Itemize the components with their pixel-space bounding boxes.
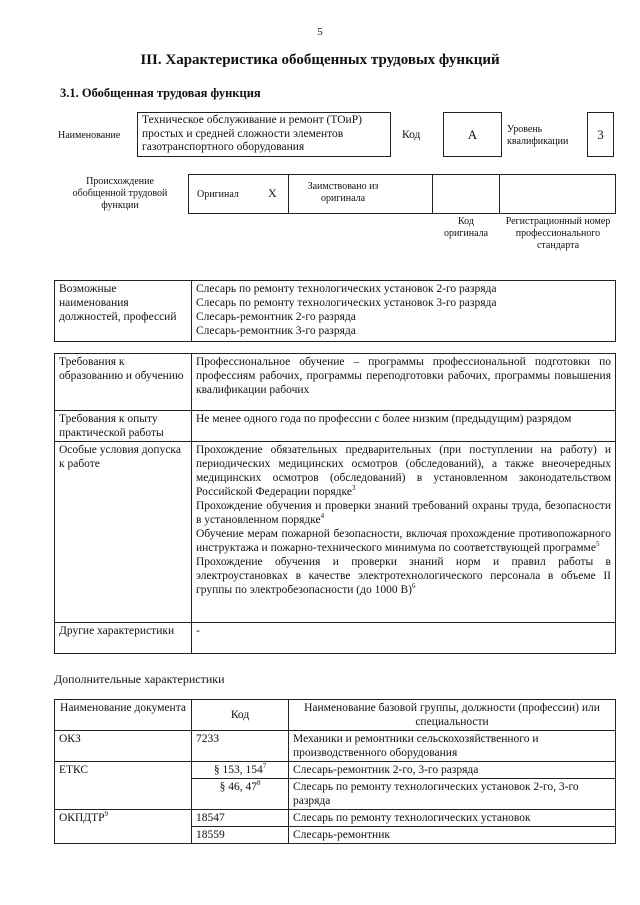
original-label: Оригинал xyxy=(197,189,239,200)
position-item: Слесарь по ремонту технологических установок 3-го разряда xyxy=(196,297,497,309)
position-item: Слесарь-ремонтник 3-го разряда xyxy=(196,325,356,337)
name-label: Наименование xyxy=(58,130,121,141)
code-value: А xyxy=(443,112,502,157)
footnote-ref: 7 xyxy=(262,762,267,771)
footnote-ref: 4 xyxy=(320,512,325,521)
table-row xyxy=(55,810,616,827)
position-item: Слесарь по ремонту технологических установок 2-го разряда xyxy=(196,283,497,295)
origin-table xyxy=(188,174,616,214)
level-value: 3 xyxy=(587,112,614,157)
function-name-box xyxy=(137,112,391,157)
etks-code-2: § 46, $47^8$ xyxy=(192,779,289,810)
etks-code-1: § 153, $154^7$ xyxy=(192,762,289,779)
table-row xyxy=(55,731,616,762)
origin-cell-borrowed xyxy=(288,174,433,214)
original-mark: X xyxy=(268,186,277,200)
footnote-ref: 8 xyxy=(256,779,261,788)
header-doc: Наименование документа xyxy=(55,700,192,731)
origin-cell-original xyxy=(188,174,289,214)
positions-list xyxy=(192,281,616,342)
table-row xyxy=(55,762,616,779)
origin-label: Происхождение обобщенной трудовой функции xyxy=(72,176,168,211)
special-item: Прохождение обязательных предварительных (при поступлении на работу) и периодических медицинских осмотров (обследований), а также внеочередных медицинских осмотров (обследований) в установленном законодательством Российской Федерации порядке$^3$ xyxy=(196,444,611,498)
okz-doc: ОКЗ xyxy=(55,731,192,762)
okpdtr-name-2: Слесарь-ремонтник xyxy=(289,827,616,844)
header-name: Наименование базовой группы, должности (профессии) или специальности xyxy=(289,700,616,731)
code-label: Код xyxy=(402,129,421,141)
reg-number-label: Регистрационный номер профессионального стандарта xyxy=(505,216,611,251)
footnote-ref: 5 xyxy=(595,540,600,549)
education-label: Требования к образованию и обучению xyxy=(55,354,192,411)
section-title: III. Характеристика обобщенных трудовых функций xyxy=(140,52,500,68)
special-label: Особые условия допуска к работе xyxy=(55,442,192,623)
other-label: Другие характеристики xyxy=(55,623,192,654)
page-number: 5 xyxy=(317,26,323,38)
special-item: Прохождение обучения и проверки знаний норм и правил работы в электроустановках в качестве электротехнологического персонала в объеме II группы по электробезопасности (до 1000 В)$^6$ xyxy=(196,556,611,596)
footnote-ref: 6 xyxy=(412,582,416,591)
position-item: Слесарь-ремонтник 2-го разряда xyxy=(196,311,356,323)
additional-table xyxy=(54,699,616,844)
special-item: Обучение мерам пожарной безопасности, включая прохождение противопожарного инструктажа и пожарно-технического минимума по соответствующей программе$^5$ xyxy=(196,528,611,554)
etks-name-2: Слесарь по ремонту технологических установок 2-го, 3-го разряда xyxy=(289,779,616,810)
etks-name-1: Слесарь-ремонтник 2-го, 3-го разряда xyxy=(289,762,616,779)
okz-code: 7233 xyxy=(192,731,289,762)
code-original-label: Код оригинала xyxy=(443,216,489,239)
sub-title: 3.1. Обобщенная трудовая функция xyxy=(60,86,261,100)
okpdtr-name-1: Слесарь по ремонту технологических установок xyxy=(289,810,616,827)
special-conditions xyxy=(192,442,616,623)
education-value: Профессиональное обучение – программы профессиональной подготовки по профессиям рабочих, программы переподготовки рабочих, программы повышения квалификации рабочих xyxy=(192,354,616,411)
positions-table xyxy=(54,280,616,342)
special-item: Прохождение обучения и проверки знаний требований охраны труда, безопасности в установленном порядке$^4$ xyxy=(196,500,611,526)
experience-label: Требования к опыту практической работы xyxy=(55,411,192,442)
okz-name: Механики и ремонтники сельскохозяйственного и производственного оборудования xyxy=(289,731,616,762)
positions-label: Возможные наименования должностей, профессий xyxy=(55,281,192,342)
other-value: - xyxy=(192,623,616,654)
level-label: Уровень квалификации xyxy=(507,124,569,147)
borrowed-label: Заимствовано из оригинала xyxy=(307,181,379,204)
okpdtr-code-2: 18559 xyxy=(192,827,289,844)
etks-doc: ЕТКС xyxy=(55,762,192,810)
footnote-ref: 9 xyxy=(104,810,109,819)
footnote-ref: 3 xyxy=(351,484,356,493)
origin-cell-reg xyxy=(499,174,616,214)
header-code: Код xyxy=(192,700,289,731)
additional-title: Дополнительные характеристики xyxy=(54,672,225,686)
experience-value: Не менее одного года по профессии с более низким (предыдущим) разрядом xyxy=(192,411,616,442)
requirements-table xyxy=(54,353,616,654)
okpdtr-doc: ОКПДТР$^9$ xyxy=(55,810,192,844)
okpdtr-code-1: 18547 xyxy=(192,810,289,827)
function-name-value: Техническое обслуживание и ремонт (ТОиР) простых и средней сложности элементов газотранспортного оборудования xyxy=(142,114,362,153)
origin-cell-code xyxy=(432,174,500,214)
